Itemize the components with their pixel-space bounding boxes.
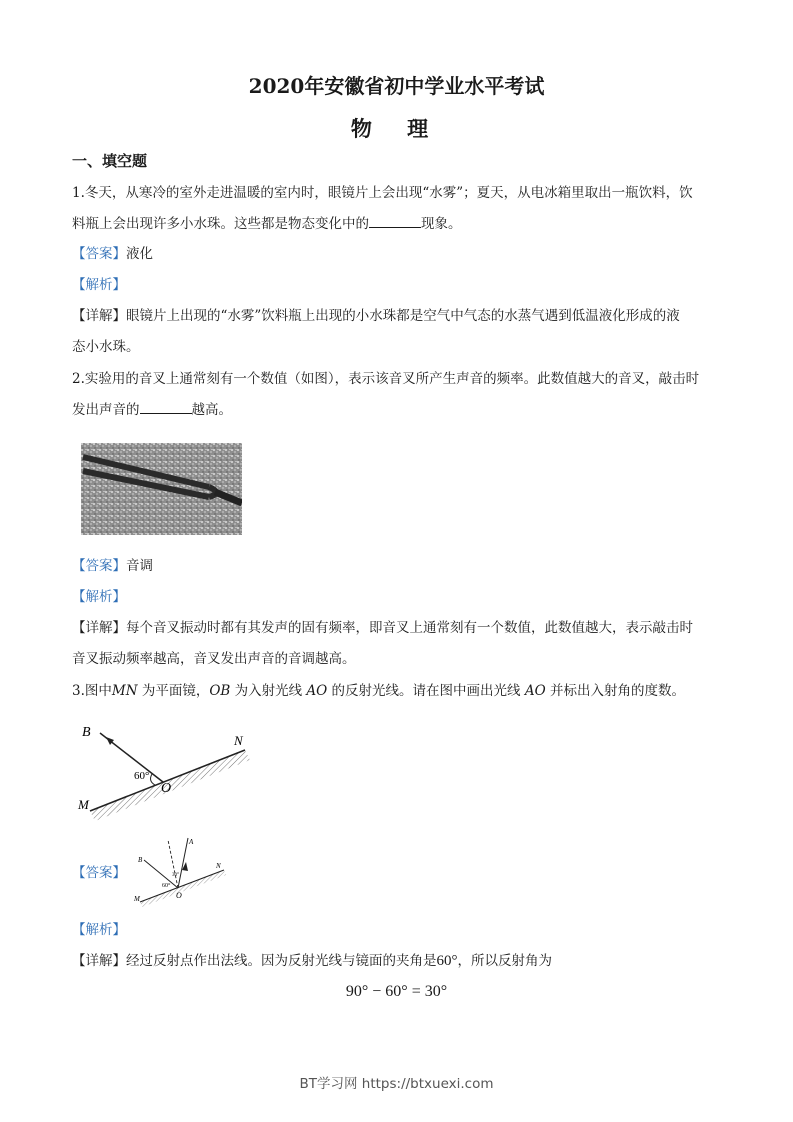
answer-label-a: A	[189, 838, 194, 846]
q1-detail-line2: 态小水珠。	[72, 339, 140, 355]
q1-text-line2	[72, 213, 462, 234]
q2-answer	[72, 556, 153, 576]
q1-text-part-a: 料瓶上会出现许多小水珠。这些都是物态变化中的	[72, 216, 369, 232]
q3-answer	[72, 863, 126, 883]
q1-analysis	[72, 275, 126, 295]
answer-label-o: O	[176, 891, 182, 900]
q1-answer-value: 液化	[126, 246, 153, 262]
q3-equation: 90° − 60° = 30°	[345, 983, 448, 1000]
answer-angle-60: 60°	[162, 883, 171, 889]
q1-text-part-b: 现象。	[421, 216, 462, 232]
q3-analysis	[72, 920, 126, 940]
q1-detail-text: 眼镜片上出现的“水雾”饮料瓶上出现的小水珠都是空气中气态的水蒸气遇到低温液化形成的液	[126, 308, 680, 324]
footer-watermark: BT学习网 https://btxuexi.com	[299, 1076, 494, 1092]
analysis-tag: 【解析】	[72, 277, 126, 293]
analysis-tag: 【解析】	[72, 922, 126, 938]
q2-detail-text: 每个音叉振动时都有其发声的固有频率，即音叉上通常刻有一个数值，此数值越大，表示敲击时	[126, 620, 693, 636]
q1-answer	[72, 244, 153, 264]
q2-text-line2	[72, 399, 232, 420]
exam-title: 2020年安徽省初中学业水平考试	[248, 74, 545, 98]
q2-text-part-b: 越高。	[191, 402, 232, 418]
subject-title: 物 理	[350, 116, 443, 141]
label-o: O	[161, 781, 172, 796]
answer-label-m: M	[134, 895, 140, 903]
detail-tag: 【详解】	[72, 620, 126, 636]
ray-ob-label: OB	[209, 683, 231, 699]
answer-tag: 【答案】	[72, 865, 126, 881]
q1-text-line1: 1.冬天，从寒冷的室外走进温暖的室内时，眼镜片上会出现“水雾”；夏天，从电冰箱里取出一瓶饮料，饮	[72, 185, 693, 201]
answer-tag: 【答案】	[72, 558, 126, 574]
answer-label-n: N	[216, 862, 221, 870]
q3-text: 3.图中MN 为平面镜，OB 为入射光线 AO 的反射光线。请在图中画出光线 AO 并标出入射角的度数。	[72, 683, 685, 699]
detail-tag: 【详解】	[72, 308, 126, 324]
q2-text-line1: 2.实验用的音叉上通常刻有一个数值（如图），表示该音叉所产生声音的频率。此数值越大的音叉，敲击时	[72, 371, 700, 387]
answer-label-b: B	[138, 856, 143, 864]
mirror-reflection-figure	[76, 717, 251, 823]
tuning-fork-photo	[81, 443, 242, 535]
q2-text-part-a: 发出声音的	[72, 402, 140, 418]
answer-tag: 【答案】	[72, 246, 126, 262]
answer-reflection-figure	[132, 832, 230, 908]
q2-analysis	[72, 587, 126, 607]
mirror-label: MN	[111, 683, 138, 699]
answer-angle-30: 30°	[172, 873, 179, 878]
q2-detail-line1	[72, 618, 693, 638]
answer-blank	[369, 213, 421, 228]
answer-blank	[140, 399, 192, 414]
label-m: M	[78, 797, 89, 812]
label-n: N	[234, 733, 243, 748]
q2-answer-value: 音调	[126, 558, 153, 574]
angle-60-label: 60°	[134, 770, 150, 782]
section-title: 一、填空题	[72, 152, 148, 170]
detail-tag: 【详解】	[72, 953, 126, 969]
label-b: B	[82, 725, 91, 740]
q2-detail-line2: 音叉振动频率越高，音叉发出声音的音调越高。	[72, 651, 356, 667]
q1-detail-line1	[72, 306, 680, 326]
analysis-tag: 【解析】	[72, 589, 126, 605]
q3-detail: 【详解】经过反射点作出法线。因为反射光线与镜面的夹角是60°，所以反射角为	[72, 953, 552, 969]
